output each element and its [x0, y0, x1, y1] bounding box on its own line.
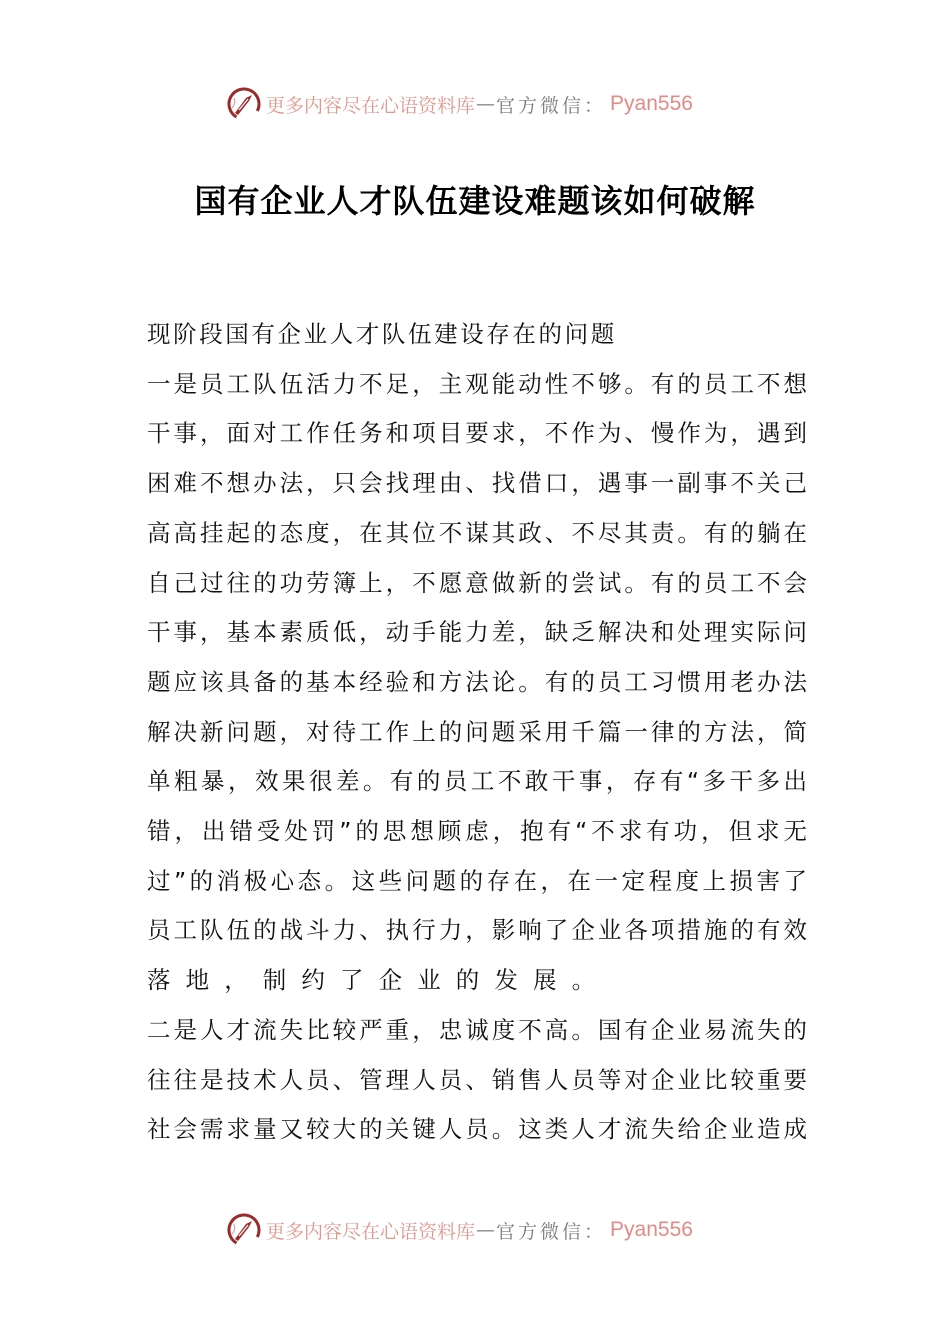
- text-line: 往往是技术人员、管理人员、销售人员等对企业比较重要: [147, 1065, 807, 1094]
- document-title: 国有企业人才队伍建设难题该如何破解: [194, 182, 756, 220]
- text-line: 干事，面对工作任务和项目要求，不作为、慢作为，遇到: [147, 419, 807, 448]
- paragraph-2: [147, 1006, 807, 1155]
- watermark-site-text: 更多内容尽在心语资料库: [266, 94, 476, 117]
- text-line: 高高挂起的态度，在其位不谋其政、不尽其责。有的躺在: [147, 518, 807, 547]
- text-line: 解决新问题，对待工作上的问题采用千篇一律的方法，简: [147, 717, 807, 746]
- text-line: 错，出错受处罚”的思想顾虑，抱有“不求有功，但求无: [147, 817, 807, 846]
- text-line: 困难不想办法，只会找理由、找借口，遇事一副事不关己: [147, 469, 807, 498]
- text-line: 过”的消极心态。这些问题的存在，在一定程度上损害了: [147, 866, 807, 895]
- section-heading-text: 现阶段国有企业人才队伍建设存在的问题: [147, 320, 617, 348]
- text-line: 二是人才流失比较严重，忠诚度不高。国有企业易流失的: [147, 1015, 807, 1044]
- footer-watermark: [226, 1210, 693, 1250]
- quill-pen-logo-icon: [226, 86, 262, 122]
- watermark-wechat-id: Pyan556: [610, 1218, 693, 1241]
- section-heading: [147, 310, 807, 360]
- header-watermark: [226, 84, 693, 124]
- watermark-wechat-id: Pyan556: [610, 92, 693, 115]
- text-line: 题应该具备的基本经验和方法论。有的员工习惯用老办法: [147, 667, 807, 696]
- watermark-wechat-label: 官方微信：: [496, 94, 607, 117]
- text-line: 落地，制约了企业的发展。: [147, 966, 611, 995]
- watermark-dash: —: [476, 93, 496, 115]
- watermark-site-text: 更多内容尽在心语资料库: [266, 1220, 476, 1243]
- text-line: 自己过往的功劳簿上，不愿意做新的尝试。有的员工不会: [147, 568, 807, 597]
- text-line: 一是员工队伍活力不足，主观能动性不够。有的员工不想: [147, 369, 807, 398]
- quill-pen-logo-icon: [226, 1212, 262, 1248]
- text-line: 单粗暴，效果很差。有的员工不敢干事，存有“多干多出: [147, 767, 807, 796]
- text-line: 干事，基本素质低，动手能力差，缺乏解决和处理实际问: [147, 618, 807, 647]
- watermark-dash: —: [476, 1219, 496, 1241]
- watermark-wechat-label: 官方微信：: [496, 1220, 607, 1243]
- document-body: [147, 310, 807, 1155]
- text-line: 员工队伍的战斗力、执行力，影响了企业各项措施的有效: [147, 916, 807, 945]
- paragraph-1: [147, 360, 807, 1006]
- text-line: 社会需求量又较大的关键人员。这类人才流失给企业造成: [147, 1115, 807, 1144]
